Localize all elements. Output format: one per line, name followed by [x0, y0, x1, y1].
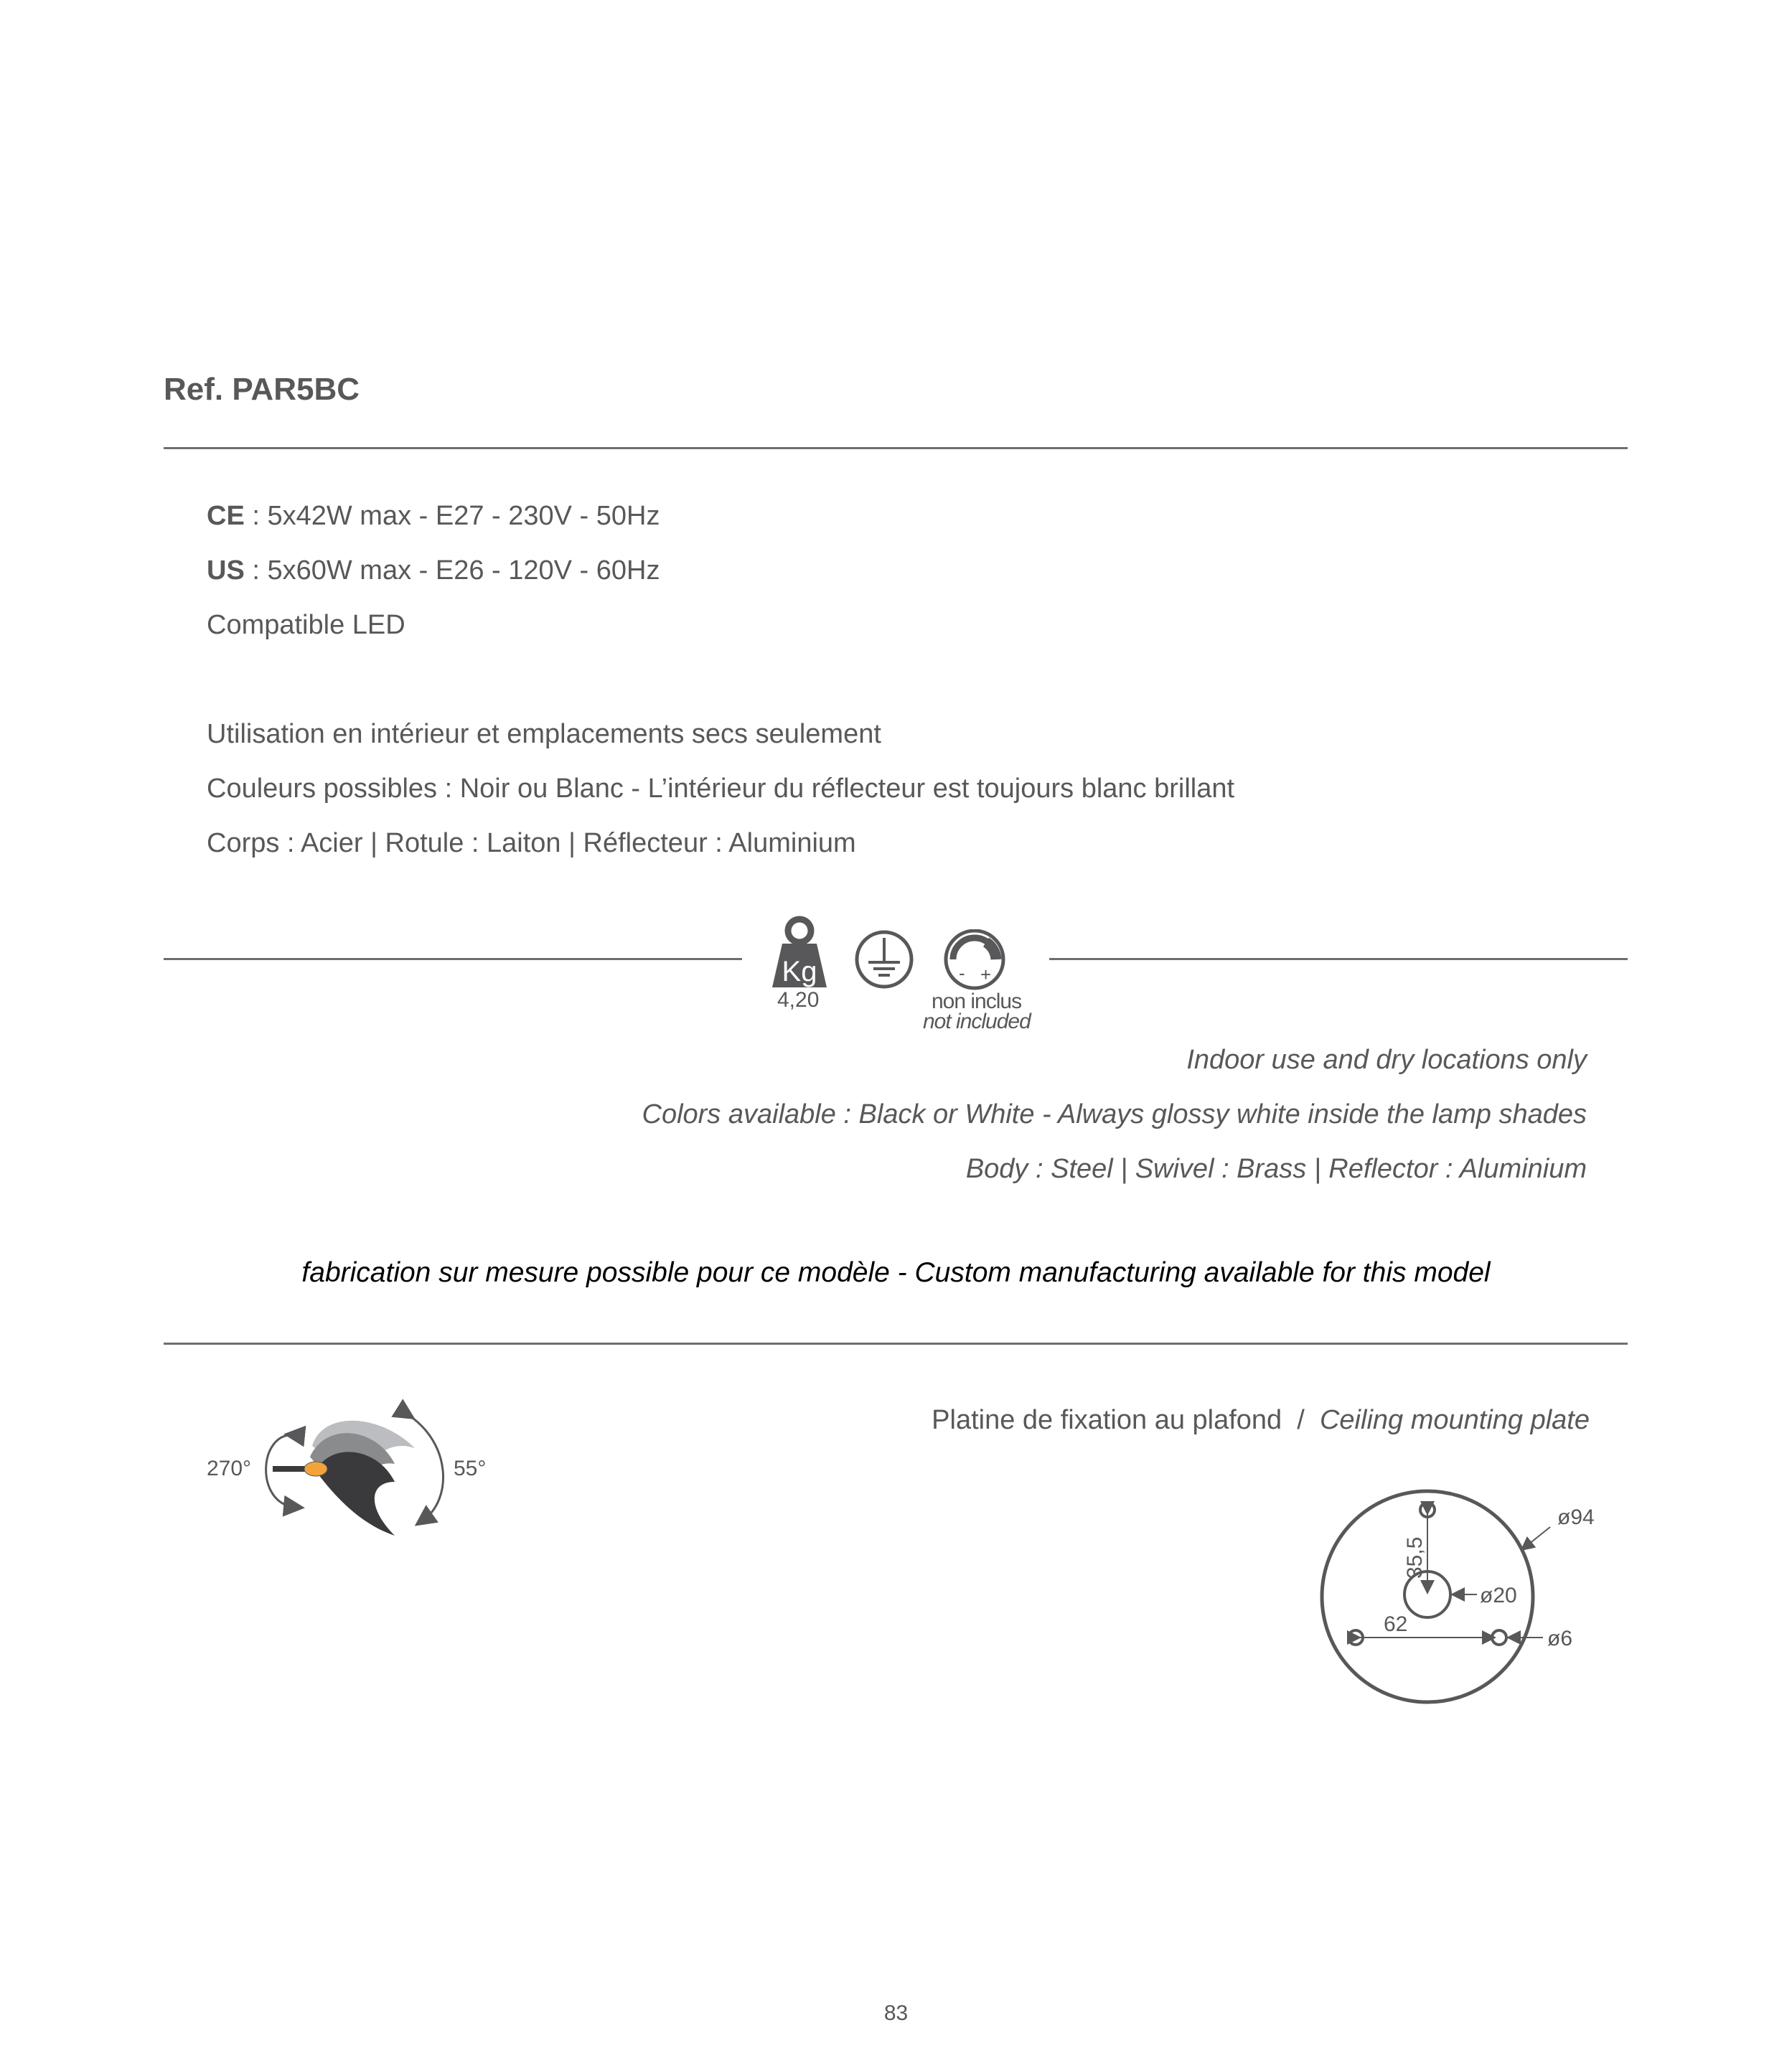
- spec-colors-en: Colors available : Black or White - Always glossy white inside the lamp shades: [642, 1099, 1587, 1129]
- dimmer-icon: [943, 929, 1008, 994]
- spec-materials-fr: Corps : Acier | Rotule : Laiton | Réflecteur : Aluminium: [207, 828, 856, 858]
- spec-colors-fr: Couleurs possibles : Noir ou Blanc - L’intérieur du réflecteur est toujours blanc brillant: [207, 774, 1235, 804]
- svg-text:-: -: [959, 962, 965, 984]
- spec-usage-fr: Utilisation en intérieur et emplacements secs seulement: [207, 719, 881, 749]
- dim-hole: ø6: [1547, 1627, 1573, 1650]
- spec-materials-en: Body : Steel | Swivel : Brass | Reflector : Aluminium: [965, 1154, 1587, 1184]
- section-divider: [164, 1343, 1628, 1345]
- weight-value: 4,20: [777, 988, 820, 1012]
- rotation-diagram: [244, 1392, 459, 1550]
- header-divider: [164, 447, 1628, 449]
- plate-title-separator: /: [1282, 1405, 1320, 1435]
- spec-led: Compatible LED: [207, 610, 405, 640]
- spec-us-label: US: [207, 555, 245, 586]
- icon-divider-right: [1049, 958, 1628, 960]
- weight-unit: Kg: [782, 956, 817, 987]
- plate-title: [932, 1405, 1590, 1436]
- dim-center: ø20: [1480, 1584, 1517, 1607]
- mounting-plate-diagram: [1292, 1478, 1622, 1708]
- page-number: 83: [883, 2001, 909, 2025]
- spec-ce: [207, 501, 660, 532]
- product-reference: Ref. PAR5BC: [164, 372, 360, 407]
- plate-title-fr: Platine de fixation au plafond: [932, 1405, 1282, 1435]
- bulb-note-en: not included: [923, 1010, 1031, 1033]
- dim-spacing: 62: [1384, 1612, 1408, 1636]
- icon-divider-left: [164, 958, 742, 960]
- rotation-horizontal-label: 270°: [207, 1457, 252, 1480]
- rotation-vertical-label: 55°: [454, 1457, 487, 1480]
- spec-us-value: : 5x60W max - E26 - 120V - 60Hz: [244, 555, 660, 586]
- weight-icon: [768, 915, 861, 994]
- bulb-note-fr: non inclus: [932, 990, 1022, 1013]
- spec-us: [207, 555, 660, 586]
- dim-outer: ø94: [1557, 1505, 1595, 1529]
- spec-ce-label: CE: [207, 501, 245, 531]
- dim-offset: 35,5: [1403, 1536, 1427, 1579]
- svg-text:+: +: [980, 964, 992, 985]
- plate-title-en: Ceiling mounting plate: [1319, 1405, 1590, 1435]
- spec-ce-value: : 5x42W max - E27 - 230V - 50Hz: [244, 501, 660, 531]
- ground-icon: [854, 929, 914, 990]
- spec-usage-en: Indoor use and dry locations only: [1186, 1045, 1587, 1075]
- custom-manufacturing-note: fabrication sur mesure possible pour ce modèle - Custom manufacturing available for this model: [301, 1257, 1491, 1288]
